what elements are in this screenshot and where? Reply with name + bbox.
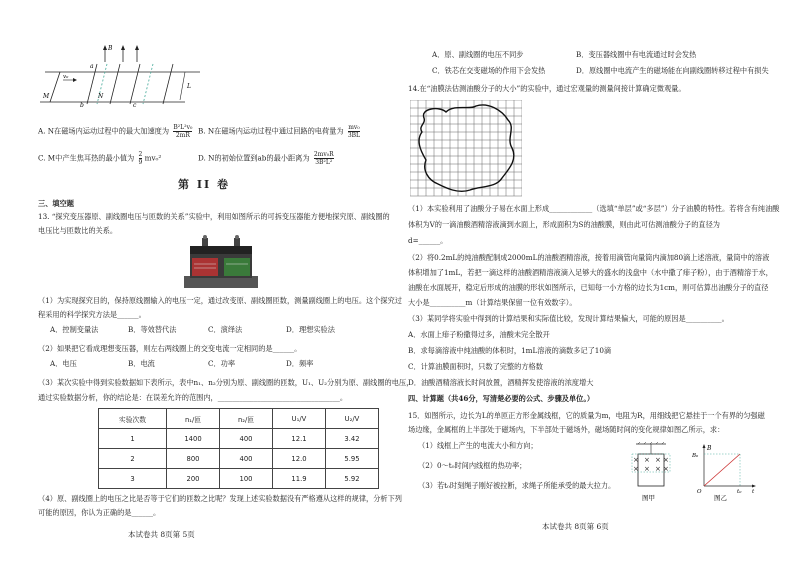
table-cell: 2 (99, 449, 167, 469)
field-cross: × (633, 456, 639, 464)
footer-right: 本试卷共 8页第 6页 (542, 522, 609, 531)
table-cell: 12.1 (273, 429, 326, 449)
q13-1-option-d: D．理想实验法 (286, 325, 335, 334)
q13-1-text-1: （1）为实现探究目的，保持原线圈输入的电压一定，通过改变原、副线圈匝数，测量副线圈上的电压。这个探究过 (38, 296, 402, 305)
field-cross: × (644, 456, 650, 464)
q13-3-text-2: 通过实验数据分析，你的结论是：在误差允许的范围内，__________________________________。 (38, 393, 348, 402)
q13-1-text-2: 程采用的科学探究方法是______。 (38, 310, 146, 319)
fig-label-L: L (187, 83, 191, 90)
table-cell: 3.42 (326, 429, 379, 449)
transformer-image (182, 234, 260, 292)
q13-4-text-1: （4）原、副线圈上的电压之比是否等于它们的匝数之比呢？发现上述实验数据没有严格遵从这样的规律，分析下列 (38, 494, 402, 503)
table-cell: 5.95 (326, 449, 379, 469)
q14-1-text-1: （1）本实验利用了油酸分子易在水面上形成____________（选填“单层”或“多层”）分子油膜的特性。若将含有纯油酸 (408, 204, 780, 213)
table-cell: 1 (99, 429, 167, 449)
option-d: D. N的初始位置到ab的最小距离为 $\frac{\text{2mv₀R}}{\text{3B²L²}}$ (198, 151, 334, 166)
q13-4-text-2: 可能的原因，你认为正确的是______。 (38, 508, 161, 517)
table-row (99, 469, 379, 489)
table-cell: 200 (167, 469, 220, 489)
q13-2-option-a: A．电压 (50, 359, 77, 368)
q13-4-option-b: B．变压器线圈中有电流通过时会发热 (576, 50, 697, 59)
q14-3-option-b: B．求每滴溶液中纯油酸的体积时，1mL溶液的滴数多记了10滴 (408, 346, 612, 355)
graph-label-t0: t₀ (737, 489, 742, 495)
table-row (99, 449, 379, 469)
q14-text: 14.在“油膜法估测油酸分子的大小”的实验中，通过宏观量的测量间接计算确定微观量。 (408, 84, 686, 93)
q14-3-text: （3）某同学将实验中得到的计算结果和实际值比较，发现计算结果偏大，可能的原因是__________。 (408, 314, 729, 323)
rail-figure (35, 42, 205, 107)
q14-3-option-d: D．油酸酒精溶液长时间放置，酒精挥发使溶液的浓度增大 (408, 378, 594, 387)
figure-jia (628, 442, 674, 502)
table-cell: 400 (220, 449, 273, 469)
q13-text-2: 电压比与匝数比的关系。 (38, 226, 118, 235)
q13-2-option-b: B．电流 (128, 359, 155, 368)
table-cell: 100 (220, 469, 273, 489)
grid-lines (410, 100, 522, 196)
q13-2-option-d: D．频率 (286, 359, 314, 368)
table-cell: 3 (99, 469, 167, 489)
figure-jia-caption: 图甲 (642, 494, 655, 502)
table-header: U₁/V (273, 409, 326, 429)
field-cross: × (633, 465, 639, 473)
q15-1-text: （1）线框上产生的电流大小和方向； (418, 441, 538, 450)
q13-4-option-d: D．原线圈中电流产生的磁场能在向副线圈转移过程中有损失 (576, 66, 769, 75)
table-header: n₁/匝 (167, 409, 220, 429)
table-header: n₂/匝 (220, 409, 273, 429)
section-4-heading: 四、计算题（共46分，写清楚必要的公式、步骤及单位。） (408, 394, 595, 403)
q15-2-text: （2）0～t₀时间内线框的热功率； (418, 461, 527, 470)
table-header-row (99, 409, 379, 429)
option-b-fraction: $\frac{\text{mv₀}}{3BL}$ (347, 124, 361, 139)
table-cell: 1400 (167, 429, 220, 449)
option-c-fraction: $\frac{2}{9}$ (138, 151, 143, 166)
figure-yi-caption: 图乙 (714, 494, 727, 502)
q14-1-text-3: d=______。 (408, 236, 448, 245)
q13-3-text-1: （3）某次实验中得到实验数据如下表所示，表中n₁、n₂分别为原、副线圈的匝数，U₁、U₂分别为原、副线圈的电压， (38, 378, 414, 387)
field-cross: × (663, 456, 669, 464)
graph-label-B: B (707, 445, 712, 452)
q14-2-text-1: （2）将0.2mL的纯油酸配制成2000mL的油酸酒精溶液，接着用滴管向量筒内滴加80滴上述溶液，量筒中的溶液 (408, 253, 770, 262)
table-cell: 12.0 (273, 449, 326, 469)
q13-text-1: 13. “探究变压器原、副线圈电压与匝数的关系”实验中，利用如图所示的可拆变压器能方便地探究原、副线圈的 (38, 212, 390, 221)
option-b: B. N在磁场内运动过程中通过回路的电荷量为 $\frac{\text{mv₀}}{3BL}$ (198, 124, 361, 139)
fig-label-N: N (98, 93, 104, 100)
q15-text-2: 场边缘，金属框的上半部处于磁场内，下半部处于磁场外，磁场随时间的变化规律如图乙所示，求： (408, 425, 725, 434)
option-d-fraction: $\frac{\text{2mv₀R}}{\text{3B²L²}}$ (313, 151, 334, 166)
field-cross: × (655, 465, 661, 473)
option-c: C. M中产生焦耳热的最小值为 $\frac{2}{9}$ mv₀² (38, 151, 162, 166)
q14-1-text-2: 体积为V的一滴油酸酒精溶液滴到水面上，形成面积为S的油酸膜，则由此可估测油酸分子的直径为 (408, 220, 720, 229)
fig-label-c: c (133, 102, 137, 107)
option-a: A. N在磁场内运动过程中的最大加速度为 $\frac{\text{B²L²v₀}}{2mR}$ (38, 124, 193, 139)
graph-label-B0: B₀ (692, 453, 699, 459)
q13-1-option-c: C．演绎法 (208, 325, 243, 334)
table-cell: 400 (220, 429, 273, 449)
figure-yi (692, 442, 758, 502)
table-cell: 800 (167, 449, 220, 469)
q14-2-text-3: 油酸在水面展开，稳定后形成的油膜的形状如图所示，已知每一小方格的边长为1cm，则可估算出油酸分子的直径 (408, 283, 769, 292)
oil-film-grid (410, 100, 522, 200)
q14-3-option-a: A．水面上痱子粉撒得过多，油酸未完全散开 (408, 330, 550, 339)
q13-2-option-c: C．功率 (208, 359, 236, 368)
q13-2-text: （2）如果把它看成理想变压器，则左右两线圈上的交变电流一定相同的是______。 (38, 344, 302, 353)
q15-text-1: 15．如图所示，边长为L的单匝正方形金属线框，它的质量为m，电阻为R，用细线把它悬挂于一个有界的匀强磁 (408, 411, 765, 420)
field-cross: × (644, 465, 650, 473)
table-cell: 5.92 (326, 469, 379, 489)
q14-3-option-c: C．计算油膜面积时，只数了完整的方格数 (408, 362, 543, 371)
q13-4-option-c: C．铁芯在交变磁场的作用下会发热 (432, 66, 546, 75)
footer-left: 本试卷共 8页第 5页 (128, 530, 195, 539)
fig-label-B: B (108, 45, 113, 52)
q13-4-option-a: A．原、副线圈的电压不同步 (432, 50, 524, 59)
q15-3-text: （3）若t₀时刻绳子刚好被拉断，求绳子所能承受的最大拉力。 (418, 481, 616, 490)
table-header: U₂/V (326, 409, 379, 429)
fig-label-v0: v₀ (63, 74, 69, 80)
field-cross: × (663, 465, 669, 473)
q14-2-text-2: 体积增加了1mL，若把一滴这样的油酸酒精溶液滴入足够大的盛水的浅盘中（水中撒了痱子粉），由于酒精溶于水， (408, 268, 773, 277)
volume-title: 第 II 卷 (178, 178, 230, 191)
table-row (99, 429, 379, 449)
field-cross: × (655, 456, 661, 464)
table-header: 实验次数 (99, 409, 167, 429)
option-a-fraction: $\frac{\text{B²L²v₀}}{2mR}$ (173, 124, 193, 139)
data-table (98, 408, 379, 489)
section-3-heading: 三、填空题 (38, 199, 74, 208)
graph-label-O: O (697, 489, 702, 495)
graph-label-t: t (752, 489, 755, 495)
table-cell: 11.9 (273, 469, 326, 489)
q13-1-option-b: B．等效替代法 (128, 325, 177, 334)
fig-label-a: a (90, 63, 94, 70)
fig-label-b: b (80, 102, 84, 107)
fig-label-M: M (43, 93, 50, 100)
q13-1-option-a: A．控制变量法 (50, 325, 99, 334)
page-right (400, 0, 800, 566)
q14-2-text-4: 大小是__________m（计算结果保留一位有效数字）。 (408, 298, 577, 307)
